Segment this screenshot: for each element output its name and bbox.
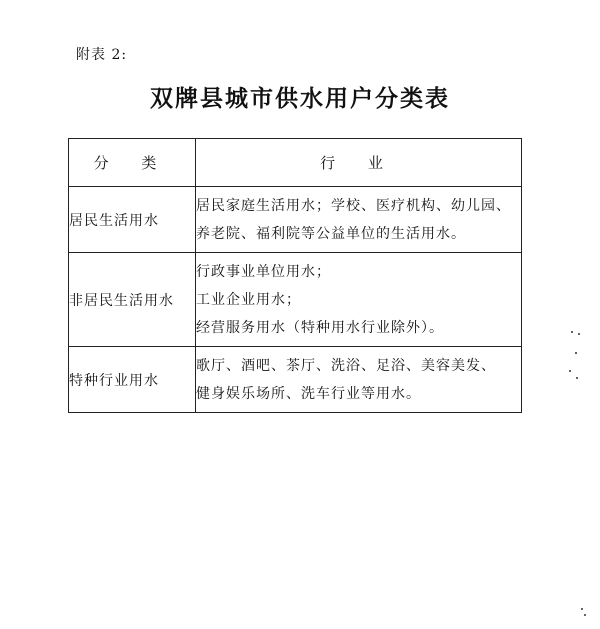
table-header-row <box>69 139 522 187</box>
scan-speck <box>581 608 583 610</box>
header-industry: 行 业 <box>196 139 522 187</box>
scan-speck <box>576 377 578 379</box>
category-cell: 非居民生活用水 <box>69 253 196 347</box>
table-row <box>69 253 522 347</box>
scan-speck <box>569 370 571 372</box>
page-title: 双牌县城市供水用户分类表 <box>150 86 450 112</box>
industry-line: 行政事业单位用水； <box>196 263 331 280</box>
industry-cell <box>196 187 522 253</box>
scan-speck <box>571 331 573 333</box>
scan-speck <box>575 352 577 354</box>
industry-cell <box>196 347 522 413</box>
table-row <box>69 187 522 253</box>
table-row <box>69 347 522 413</box>
header-category: 分 类 <box>69 139 196 187</box>
industry-cell <box>196 253 522 347</box>
classification-table <box>68 138 522 413</box>
industry-line: 经营服务用水（特种用水行业除外）。 <box>196 319 444 336</box>
scan-speck <box>578 333 580 335</box>
industry-line: 工业企业用水； <box>196 291 301 308</box>
industry-line: 健身娱乐场所、洗车行业等用水。 <box>196 385 421 402</box>
industry-line: 歌厅、酒吧、茶厅、洗浴、足浴、美容美发、 <box>196 357 496 374</box>
category-cell: 特种行业用水 <box>69 347 196 413</box>
industry-line: 养老院、福利院等公益单位的生活用水。 <box>196 225 466 242</box>
scan-speck <box>584 614 586 616</box>
industry-line: 居民家庭生活用水；学校、医疗机构、幼儿园、 <box>196 197 511 214</box>
category-cell: 居民生活用水 <box>69 187 196 253</box>
annex-label: 附表 2: <box>76 47 128 63</box>
